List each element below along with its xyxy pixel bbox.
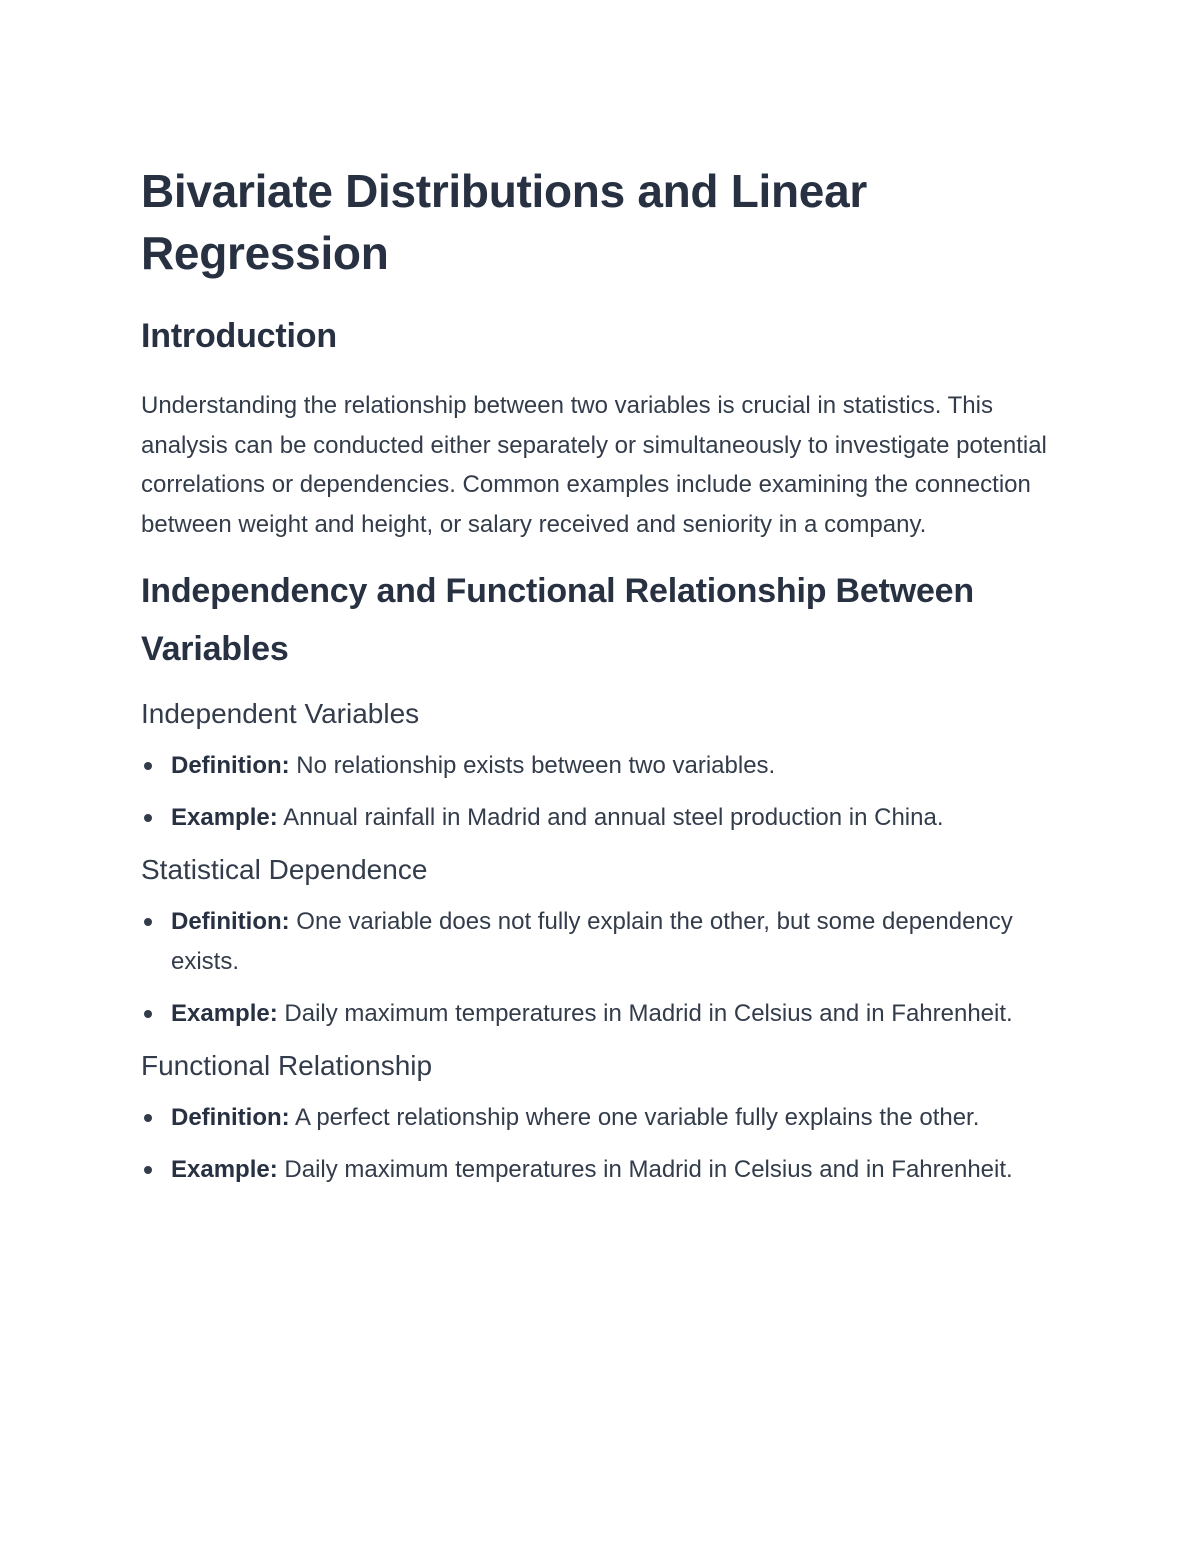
list-item-term: Example: <box>171 1156 278 1184</box>
bullet-icon <box>144 762 152 770</box>
introduction-heading: Introduction <box>141 317 337 355</box>
list-item-text: Daily maximum temperatures in Madrid in Celsius and in Fahrenheit. <box>277 1000 1013 1028</box>
list-item-text: Annual rainfall in Madrid and annual steel production in China. <box>277 804 944 832</box>
list-item <box>141 1098 1061 1138</box>
document-title: Bivariate Distributions and Linear Regression <box>141 165 867 279</box>
list-item-text: No relationship exists between two variables. <box>289 752 776 780</box>
independent-variables-heading: Independent Variables <box>141 698 420 730</box>
independent-variables-list <box>141 746 1061 838</box>
list-item-term: Definition: <box>171 1104 290 1132</box>
list-item <box>141 994 1061 1034</box>
statistical-dependence-list <box>141 902 1061 1034</box>
statistical-dependence-heading: Statistical Dependence <box>141 854 428 886</box>
list-item <box>141 746 1061 786</box>
document-page <box>141 160 1061 1190</box>
list-item-text: One variable does not fully explain the other, but some dependency exists. <box>171 908 1013 976</box>
relationship-section-heading: Independency and Functional Relationship Between Variables <box>141 572 974 669</box>
list-item <box>141 1150 1061 1190</box>
list-item-text: A perfect relationship where one variable fully explains the other. <box>289 1104 980 1132</box>
list-item-term: Example: <box>171 804 278 832</box>
list-item <box>141 798 1061 838</box>
list-item-text: Daily maximum temperatures in Madrid in Celsius and in Fahrenheit. <box>277 1156 1013 1184</box>
bullet-icon <box>144 1166 152 1174</box>
introduction-paragraph: Understanding the relationship between two variables is crucial in statistics. This analysis can be conducted either separately or simultaneously to investigate potential correlations or dependencies. Common examples include examining the connection between weight and height, or salary received and seniority in a company. <box>141 392 1047 538</box>
functional-relationship-list <box>141 1098 1061 1190</box>
bullet-icon <box>144 814 152 822</box>
bullet-icon <box>144 918 152 926</box>
list-item-term: Definition: <box>171 908 290 936</box>
list-item-term: Example: <box>171 1000 278 1028</box>
list-item <box>141 902 1061 982</box>
list-item-term: Definition: <box>171 752 290 780</box>
functional-relationship-heading: Functional Relationship <box>141 1050 433 1082</box>
bullet-icon <box>144 1114 152 1122</box>
bullet-icon <box>144 1010 152 1018</box>
